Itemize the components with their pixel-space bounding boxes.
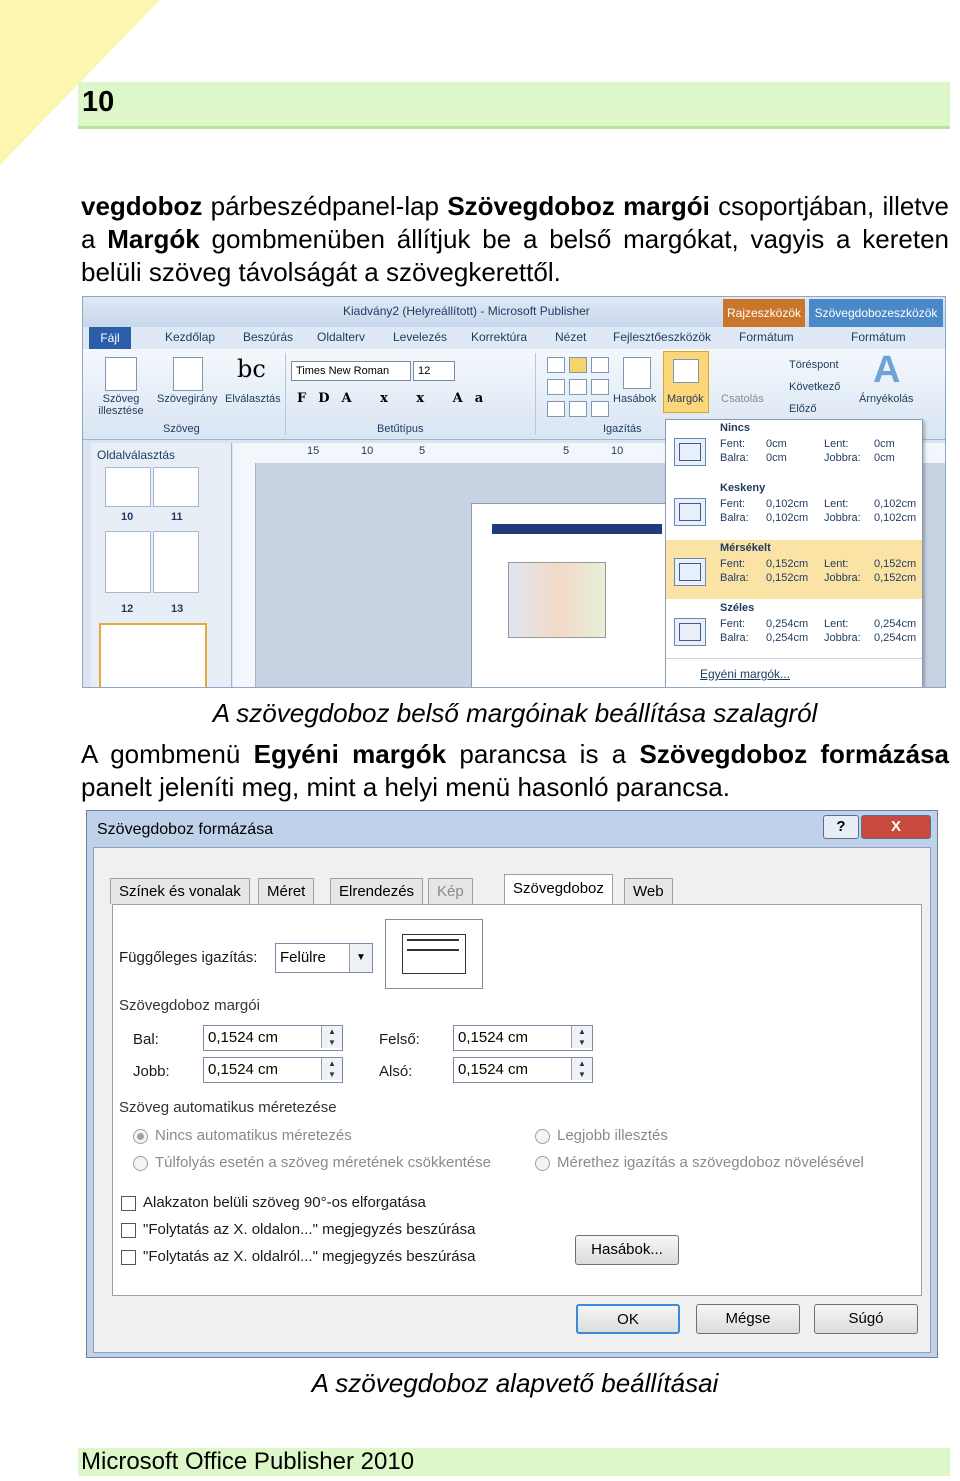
- page-table-image: [508, 562, 606, 638]
- spinner-icon[interactable]: ▲ ▼: [321, 1026, 342, 1048]
- checkbox-continued-from[interactable]: [121, 1250, 136, 1265]
- option-label: Fent:: [720, 558, 746, 570]
- align-icon[interactable]: [569, 379, 587, 395]
- tab-page-design[interactable]: Oldalterv: [317, 330, 366, 344]
- margins-dropdown: [665, 419, 923, 688]
- checkbox-continued-on[interactable]: [121, 1223, 136, 1238]
- radio-no-autofit-label: Nincs automatikus méretezés: [155, 1127, 352, 1144]
- option-value: 0cm: [874, 438, 895, 450]
- tab-format-textbox[interactable]: Formátum: [851, 330, 906, 344]
- option-value: 0,254cm: [766, 618, 809, 630]
- checkbox-continued-from-label: "Folytatás az X. oldalról..." megjegyzés beszúrása: [143, 1248, 476, 1265]
- margin-moderate-icon: [674, 558, 706, 586]
- bottom-margin-value: 0,1524 cm: [458, 1061, 529, 1078]
- option-label: Jobbra:: [824, 572, 861, 584]
- margin-option-moderate[interactable]: [666, 540, 922, 599]
- ruler-number: 10: [611, 445, 624, 457]
- preview-lines: [407, 939, 459, 951]
- radio-best-fit-label: Legjobb illesztés: [557, 1127, 668, 1144]
- option-label: Jobbra:: [824, 512, 861, 524]
- left-margin-input[interactable]: [203, 1025, 343, 1051]
- top-margin-input[interactable]: [453, 1025, 593, 1051]
- margins-group-label: Szövegdoboz margói: [119, 997, 260, 1014]
- option-name: Nincs: [720, 422, 750, 434]
- spinner-icon[interactable]: ▲ ▼: [571, 1058, 592, 1080]
- align-icon[interactable]: [569, 357, 587, 373]
- help-button[interactable]: Súgó: [814, 1304, 918, 1334]
- text-fit-button[interactable]: Szöveg illesztése: [98, 393, 144, 417]
- dialog-body: [93, 847, 931, 1353]
- custom-margins-item[interactable]: [666, 658, 922, 688]
- option-value: 0cm: [766, 452, 787, 464]
- tab-colors-lines[interactable]: Színek és vonalak: [110, 878, 250, 904]
- option-label: Fent:: [720, 618, 746, 630]
- checkbox-rotate-label: Alakzaton belüli szöveg 90°-os elforgatása: [143, 1194, 426, 1211]
- text-direction-button[interactable]: Szövegirány: [157, 393, 218, 405]
- help-icon[interactable]: ?: [823, 815, 859, 839]
- caption-ribbon: A szövegdoboz belső margóinak beállítása szalagról: [212, 698, 818, 728]
- page-heading-bar: [492, 524, 662, 534]
- group-text-label: Szöveg: [163, 423, 200, 435]
- ribbon-tabs: [83, 327, 945, 349]
- option-name: Keskeny: [720, 482, 766, 494]
- option-value: 0,254cm: [766, 632, 809, 644]
- font-name-box[interactable]: Times New Roman: [291, 361, 411, 381]
- radio-no-autofit[interactable]: [133, 1129, 148, 1144]
- margin-none-icon: [674, 438, 706, 466]
- spinner-icon[interactable]: ▲ ▼: [321, 1058, 342, 1080]
- vertical-align-value: Felülre: [280, 949, 326, 966]
- window-title: Kiadvány2 (Helyreállított) - Microsoft Publisher: [343, 304, 590, 318]
- radio-grow[interactable]: [535, 1156, 550, 1171]
- second-paragraph: A gombmenü Egyéni margók parancsa is a Szövegdoboz formázása panelt jeleníti meg, mint a helyi menü hasonló parancsa.: [81, 739, 949, 802]
- file-tab[interactable]: Fájl: [89, 327, 131, 349]
- top-margin-value: 0,1524 cm: [458, 1029, 529, 1046]
- align-icon[interactable]: [591, 379, 609, 395]
- custom-margins-label: Egyéni margók...: [700, 667, 791, 681]
- option-value: 0,102cm: [766, 512, 809, 524]
- text-fit-icon[interactable]: [105, 357, 137, 391]
- tab-insert[interactable]: Beszúrás: [243, 330, 294, 344]
- right-margin-input[interactable]: [203, 1057, 343, 1083]
- page-number-label: 11: [171, 511, 183, 523]
- autofit-group-label: Szöveg automatikus méretezése: [119, 1099, 337, 1116]
- option-label: Balra:: [720, 632, 749, 644]
- group-font-label: Betűtípus: [377, 423, 424, 435]
- ruler-number: 5: [419, 445, 426, 457]
- option-label: Balra:: [720, 572, 749, 584]
- caption-dialog: A szövegdoboz alapvető beállításai: [311, 1368, 719, 1398]
- close-icon[interactable]: X: [861, 815, 931, 839]
- tab-picture[interactable]: Kép: [428, 878, 473, 904]
- option-value: 0,152cm: [766, 572, 809, 584]
- tab-developer[interactable]: Fejlesztőeszközök: [613, 330, 712, 344]
- page-number-label: 10: [121, 511, 134, 523]
- option-value: 0,152cm: [874, 558, 917, 570]
- page-header: [78, 82, 950, 129]
- option-label: Jobbra:: [824, 452, 861, 464]
- columns-icon[interactable]: [623, 357, 651, 389]
- separator: [285, 353, 286, 435]
- align-icon[interactable]: [547, 401, 565, 417]
- left-margin-label: Bal:: [133, 1031, 159, 1048]
- page-thumbnail[interactable]: [153, 467, 199, 507]
- shadow-icon[interactable]: A: [873, 349, 901, 391]
- option-value: 0,254cm: [874, 632, 917, 644]
- margins-icon[interactable]: [673, 359, 699, 383]
- title-bar: [83, 297, 945, 327]
- align-icon[interactable]: [591, 357, 609, 373]
- textbox-tab-panel: [112, 904, 922, 1296]
- option-name: Mérsékelt: [720, 542, 771, 554]
- spinner-icon[interactable]: ▲ ▼: [571, 1026, 592, 1048]
- tab-textbox[interactable]: Szövegdoboz: [504, 874, 613, 905]
- option-label: Balra:: [720, 512, 749, 524]
- shadow-button[interactable]: Árnyékolás: [859, 393, 914, 405]
- tab-layout[interactable]: Elrendezés: [330, 878, 423, 904]
- tab-review[interactable]: Korrektúra: [471, 330, 528, 344]
- option-label: Lent:: [824, 558, 849, 570]
- option-name: Széles: [720, 602, 755, 614]
- right-margin-label: Jobb:: [133, 1063, 170, 1080]
- context-tab-drawing[interactable]: Rajzeszközök: [723, 299, 805, 327]
- bottom-margin-label: Alsó:: [379, 1063, 413, 1080]
- checkbox-continued-on-label: "Folytatás az X. oldalon..." megjegyzés beszúrása: [143, 1221, 476, 1238]
- align-icon[interactable]: [569, 401, 587, 417]
- page-number: 10: [82, 86, 115, 118]
- hyphenation-button[interactable]: Elválasztás: [225, 393, 281, 405]
- ribbon-screenshot: [82, 296, 946, 688]
- tab-web[interactable]: Web: [624, 878, 673, 904]
- selected-page-thumbnail[interactable]: [99, 623, 207, 688]
- tab-size[interactable]: Méret: [258, 878, 314, 904]
- ok-button[interactable]: OK: [576, 1304, 680, 1334]
- option-value: 0cm: [874, 452, 895, 464]
- margin-option-narrow[interactable]: [666, 480, 922, 539]
- option-value: 0,152cm: [766, 558, 809, 570]
- dialog-title: Szövegdoboz formázása: [97, 821, 274, 838]
- margin-option-wide[interactable]: [666, 600, 922, 659]
- option-label: Jobbra:: [824, 632, 861, 644]
- link-button[interactable]: Csatolás: [721, 393, 764, 405]
- margins-button[interactable]: Margók: [667, 393, 704, 405]
- option-label: Lent:: [824, 438, 849, 450]
- page-thumbnail[interactable]: [105, 531, 151, 593]
- document-page: [471, 503, 673, 688]
- page-footer: Microsoft Office Publisher 2010: [78, 1448, 950, 1476]
- option-label: Fent:: [720, 498, 746, 510]
- tab-mailings[interactable]: Levelezés: [393, 330, 448, 344]
- tab-view[interactable]: Nézet: [555, 330, 587, 344]
- option-value: 0,102cm: [874, 512, 917, 524]
- right-margin-value: 0,1524 cm: [208, 1061, 279, 1078]
- break-button[interactable]: Töréspont: [789, 359, 839, 371]
- columns-button[interactable]: Hasábok...: [575, 1235, 679, 1265]
- ruler-number: 10: [361, 445, 374, 457]
- hyphenation-icon[interactable]: bc: [237, 355, 266, 383]
- page-navigation-pane: [91, 443, 232, 688]
- option-value: 0,102cm: [766, 498, 809, 510]
- bottom-margin-input[interactable]: [453, 1057, 593, 1083]
- ruler-number: 5: [563, 445, 570, 457]
- previous-button[interactable]: Előző: [789, 403, 817, 415]
- margin-narrow-icon: [674, 498, 706, 526]
- radio-shrink[interactable]: [133, 1156, 148, 1171]
- margin-option-none[interactable]: [666, 420, 922, 479]
- cancel-button[interactable]: Mégse: [696, 1304, 800, 1334]
- align-icon[interactable]: [547, 379, 565, 395]
- nav-pane-title: Oldalválasztás: [97, 448, 176, 462]
- radio-grow-label: Mérethez igazítás a szövegdoboz növelésével: [557, 1154, 864, 1171]
- checkbox-rotate[interactable]: [121, 1196, 136, 1211]
- option-value: 0,254cm: [874, 618, 917, 630]
- alignment-preview: [385, 919, 483, 989]
- tab-home[interactable]: Kezdőlap: [165, 330, 216, 344]
- left-margin-value: 0,1524 cm: [208, 1029, 279, 1046]
- align-icon[interactable]: [547, 357, 565, 373]
- tab-format-drawing[interactable]: Formátum: [739, 330, 794, 344]
- page-thumbnail[interactable]: [105, 467, 151, 507]
- preview-box: [402, 934, 466, 974]
- margin-wide-icon: [674, 618, 706, 646]
- context-tab-textbox[interactable]: Szövegdobozeszközök: [809, 299, 943, 327]
- next-button[interactable]: Következő: [789, 381, 841, 393]
- radio-shrink-label: Túlfolyás esetén a szöveg méretének csökkentése: [155, 1154, 492, 1171]
- vertical-align-label: Függőleges igazítás:: [119, 949, 258, 966]
- option-label: Fent:: [720, 438, 746, 450]
- chevron-down-icon[interactable]: ▼: [349, 944, 372, 972]
- separator: [535, 353, 536, 435]
- font-format-icons[interactable]: FDA x x Aa: [297, 391, 496, 406]
- radio-best-fit[interactable]: [535, 1129, 550, 1144]
- font-size-box[interactable]: 12: [413, 361, 455, 381]
- top-margin-label: Felső:: [379, 1031, 420, 1048]
- page-thumbnail[interactable]: [153, 531, 199, 593]
- option-label: Lent:: [824, 498, 849, 510]
- option-label: Balra:: [720, 452, 749, 464]
- option-value: 0,102cm: [874, 498, 917, 510]
- intro-paragraph: vegdoboz párbeszédpanel-lap Szövegdoboz margói csoportjában, illetve a Margók gombmenüben állítjuk be a belső margókat, vagyis a kereten belüli szöveg távolságát a szövegkerettől.: [81, 191, 949, 287]
- align-icon[interactable]: [591, 401, 609, 417]
- option-value: 0,152cm: [874, 572, 917, 584]
- text-direction-icon[interactable]: [173, 357, 203, 391]
- page-number-label: 12: [121, 603, 134, 615]
- format-textbox-dialog: [86, 810, 938, 1358]
- ruler-number: 15: [307, 445, 320, 457]
- vertical-ruler: [233, 463, 256, 688]
- page-number-label: 13: [171, 603, 184, 615]
- vertical-align-select[interactable]: [275, 943, 373, 973]
- columns-button[interactable]: Hasábok: [613, 393, 657, 405]
- group-alignment-label: Igazítás: [603, 423, 642, 435]
- option-label: Lent:: [824, 618, 849, 630]
- option-value: 0cm: [766, 438, 787, 450]
